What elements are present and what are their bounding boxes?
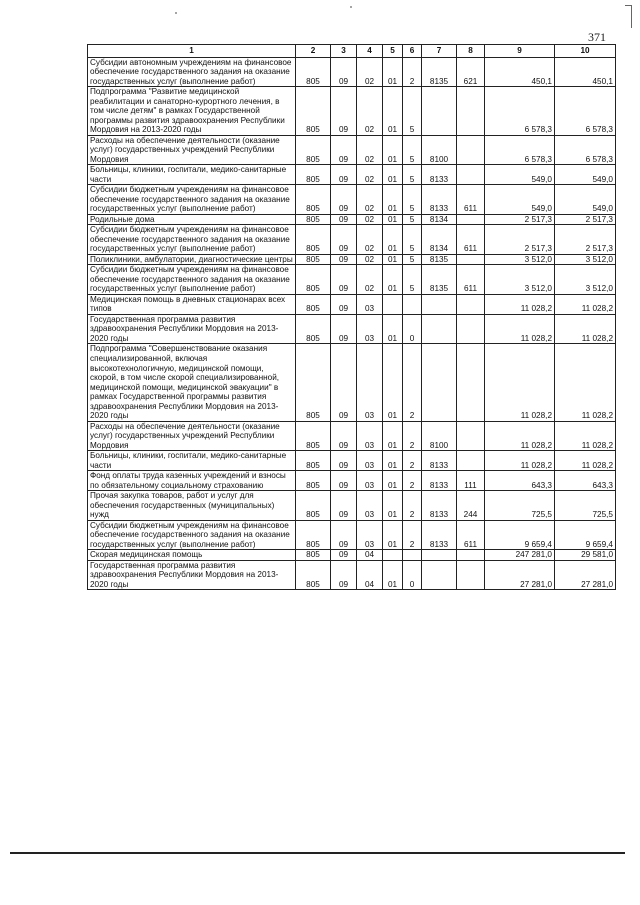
table-row <box>88 560 616 590</box>
cell-col-4: 03 <box>357 294 383 314</box>
cell-col-7: 8133 <box>422 520 457 550</box>
cell-col-3: 09 <box>331 314 357 344</box>
cell-col-2: 805 <box>296 294 331 314</box>
cell-col-7: 8135 <box>422 57 457 87</box>
cell-col-7: 8133 <box>422 471 457 491</box>
header-col-6: 6 <box>403 45 422 58</box>
row-name-cell: Фонд оплаты труда казенных учреждений и взносы по обязательному социальному страхованию <box>88 471 296 491</box>
cell-col-6: 2 <box>403 57 422 87</box>
cell-col-3: 09 <box>331 560 357 590</box>
cell-col-6: 5 <box>403 265 422 295</box>
cell-col-8 <box>457 314 485 344</box>
cell-col-9: 11 028,2 <box>485 451 555 471</box>
cell-col-5: 01 <box>383 165 403 185</box>
row-name-cell: Расходы на обеспечение деятельности (оказание услуг) государственных учреждений Республики Мордовия <box>88 421 296 451</box>
header-col-1: 1 <box>88 45 296 58</box>
cell-col-3: 09 <box>331 225 357 255</box>
cell-col-8 <box>457 560 485 590</box>
cell-col-9: 11 028,2 <box>485 421 555 451</box>
row-name-cell: Государственная программа развития здравоохранения Республики Мордовия на 2013-2020 годы <box>88 560 296 590</box>
cell-col-8 <box>457 214 485 225</box>
cell-col-10: 6 578,3 <box>555 87 616 136</box>
cell-col-2: 805 <box>296 421 331 451</box>
cell-col-3: 09 <box>331 520 357 550</box>
table-row <box>88 135 616 165</box>
cell-col-5: 01 <box>383 57 403 87</box>
cell-col-3: 09 <box>331 451 357 471</box>
cell-col-2: 805 <box>296 185 331 215</box>
row-name-cell: Субсидии бюджетным учреждениям на финансовое обеспечение государственного задания на оказание государственных услуг (выполнение работ) <box>88 225 296 255</box>
cell-col-10: 11 028,2 <box>555 451 616 471</box>
cell-col-4: 04 <box>357 550 383 561</box>
table-row <box>88 265 616 295</box>
cell-col-4: 02 <box>357 214 383 225</box>
table-row <box>88 471 616 491</box>
table-row <box>88 314 616 344</box>
cell-col-5: 01 <box>383 421 403 451</box>
cell-col-5: 01 <box>383 265 403 295</box>
scan-corner-mark <box>625 5 632 28</box>
cell-col-2: 805 <box>296 254 331 265</box>
cell-col-5: 01 <box>383 185 403 215</box>
table-row <box>88 57 616 87</box>
cell-col-3: 09 <box>331 471 357 491</box>
cell-col-9: 3 512,0 <box>485 254 555 265</box>
cell-col-7 <box>422 560 457 590</box>
cell-col-6 <box>403 550 422 561</box>
table-row <box>88 165 616 185</box>
cell-col-4: 02 <box>357 225 383 255</box>
cell-col-10: 643,3 <box>555 471 616 491</box>
cell-col-2: 805 <box>296 87 331 136</box>
cell-col-6: 2 <box>403 421 422 451</box>
cell-col-4: 04 <box>357 560 383 590</box>
cell-col-7 <box>422 344 457 421</box>
cell-col-5 <box>383 550 403 561</box>
header-col-3: 3 <box>331 45 357 58</box>
header-col-10: 10 <box>555 45 616 58</box>
cell-col-6: 5 <box>403 87 422 136</box>
cell-col-9: 643,3 <box>485 471 555 491</box>
cell-col-6: 0 <box>403 560 422 590</box>
header-col-8: 8 <box>457 45 485 58</box>
table-row <box>88 185 616 215</box>
cell-col-7 <box>422 314 457 344</box>
table-row <box>88 520 616 550</box>
cell-col-4: 03 <box>357 520 383 550</box>
cell-col-8 <box>457 344 485 421</box>
cell-col-7: 8134 <box>422 214 457 225</box>
cell-col-5: 01 <box>383 87 403 136</box>
cell-col-2: 805 <box>296 471 331 491</box>
cell-col-9: 6 578,3 <box>485 135 555 165</box>
cell-col-5: 01 <box>383 471 403 491</box>
table-row <box>88 214 616 225</box>
row-name-cell: Субсидии автономным учреждениям на финансовое обеспечение государственного задания на оказание государственных услуг (выполнение работ) <box>88 57 296 87</box>
cell-col-10: 11 028,2 <box>555 344 616 421</box>
row-name-cell: Прочая закупка товаров, работ и услуг для обеспечения государственных (муниципальных) нужд <box>88 491 296 521</box>
table-row <box>88 225 616 255</box>
cell-col-10: 2 517,3 <box>555 225 616 255</box>
cell-col-2: 805 <box>296 135 331 165</box>
cell-col-8: 611 <box>457 265 485 295</box>
cell-col-8: 111 <box>457 471 485 491</box>
cell-col-6: 2 <box>403 471 422 491</box>
cell-col-10: 450,1 <box>555 57 616 87</box>
cell-col-6: 2 <box>403 491 422 521</box>
cell-col-10: 11 028,2 <box>555 294 616 314</box>
cell-col-3: 09 <box>331 491 357 521</box>
cell-col-9: 247 281,0 <box>485 550 555 561</box>
cell-col-10: 9 659,4 <box>555 520 616 550</box>
cell-col-4: 03 <box>357 491 383 521</box>
cell-col-9: 27 281,0 <box>485 560 555 590</box>
cell-col-3: 09 <box>331 185 357 215</box>
cell-col-5: 01 <box>383 214 403 225</box>
cell-col-10: 6 578,3 <box>555 135 616 165</box>
row-name-cell: Скорая медицинская помощь <box>88 550 296 561</box>
cell-col-10: 11 028,2 <box>555 421 616 451</box>
cell-col-8 <box>457 165 485 185</box>
table-row <box>88 344 616 421</box>
cell-col-7 <box>422 294 457 314</box>
cell-col-3: 09 <box>331 294 357 314</box>
cell-col-4: 03 <box>357 344 383 421</box>
cell-col-8 <box>457 294 485 314</box>
cell-col-7: 8133 <box>422 165 457 185</box>
page-bottom-rule <box>10 852 625 854</box>
cell-col-7: 8135 <box>422 254 457 265</box>
table-row <box>88 254 616 265</box>
cell-col-2: 805 <box>296 265 331 295</box>
cell-col-3: 09 <box>331 87 357 136</box>
cell-col-2: 805 <box>296 560 331 590</box>
cell-col-5: 01 <box>383 491 403 521</box>
cell-col-9: 6 578,3 <box>485 87 555 136</box>
cell-col-6 <box>403 294 422 314</box>
row-name-cell: Субсидии бюджетным учреждениям на финансовое обеспечение государственного задания на оказание государственных услуг (выполнение работ) <box>88 185 296 215</box>
cell-col-5: 01 <box>383 314 403 344</box>
cell-col-7: 8100 <box>422 135 457 165</box>
cell-col-2: 805 <box>296 550 331 561</box>
cell-col-3: 09 <box>331 344 357 421</box>
cell-col-7: 8133 <box>422 491 457 521</box>
row-name-cell: Государственная программа развития здравоохранения Республики Мордовия на 2013-2020 годы <box>88 314 296 344</box>
cell-col-9: 2 517,3 <box>485 214 555 225</box>
cell-col-4: 03 <box>357 314 383 344</box>
cell-col-4: 03 <box>357 451 383 471</box>
cell-col-10: 3 512,0 <box>555 254 616 265</box>
cell-col-3: 09 <box>331 135 357 165</box>
row-name-cell: Подпрограмма "Развитие медицинской реабилитации и санаторно-курортного лечения, в том числе детям" в рамках Государственной программы развития здравоохранения Республики Мордовия на 2013-2020 годы <box>88 87 296 136</box>
cell-col-10: 725,5 <box>555 491 616 521</box>
table-row <box>88 421 616 451</box>
cell-col-8 <box>457 550 485 561</box>
cell-col-9: 725,5 <box>485 491 555 521</box>
cell-col-5: 01 <box>383 135 403 165</box>
table-row <box>88 550 616 561</box>
table-row <box>88 294 616 314</box>
cell-col-8: 611 <box>457 520 485 550</box>
cell-col-3: 09 <box>331 265 357 295</box>
cell-col-9: 9 659,4 <box>485 520 555 550</box>
cell-col-2: 805 <box>296 214 331 225</box>
cell-col-9: 450,1 <box>485 57 555 87</box>
cell-col-4: 03 <box>357 471 383 491</box>
cell-col-9: 11 028,2 <box>485 314 555 344</box>
cell-col-5: 01 <box>383 254 403 265</box>
cell-col-2: 805 <box>296 225 331 255</box>
header-col-9: 9 <box>485 45 555 58</box>
header-col-2: 2 <box>296 45 331 58</box>
cell-col-8: 621 <box>457 57 485 87</box>
row-name-cell: Субсидии бюджетным учреждениям на финансовое обеспечение государственного задания на оказание государственных услуг (выполнение работ) <box>88 520 296 550</box>
row-name-cell: Родильные дома <box>88 214 296 225</box>
cell-col-6: 5 <box>403 225 422 255</box>
cell-col-3: 09 <box>331 57 357 87</box>
cell-col-2: 805 <box>296 520 331 550</box>
cell-col-5 <box>383 294 403 314</box>
cell-col-5: 01 <box>383 451 403 471</box>
cell-col-4: 03 <box>357 421 383 451</box>
cell-col-8 <box>457 87 485 136</box>
cell-col-10: 3 512,0 <box>555 265 616 295</box>
cell-col-9: 549,0 <box>485 185 555 215</box>
cell-col-7: 8133 <box>422 185 457 215</box>
header-col-4: 4 <box>357 45 383 58</box>
cell-col-10: 11 028,2 <box>555 314 616 344</box>
cell-col-4: 02 <box>357 254 383 265</box>
page-number: 371 <box>588 30 606 44</box>
cell-col-6: 2 <box>403 344 422 421</box>
cell-col-8: 611 <box>457 185 485 215</box>
cell-col-6: 0 <box>403 314 422 344</box>
cell-col-8: 244 <box>457 491 485 521</box>
cell-col-5: 01 <box>383 225 403 255</box>
cell-col-3: 09 <box>331 165 357 185</box>
cell-col-6: 2 <box>403 451 422 471</box>
cell-col-8 <box>457 451 485 471</box>
cell-col-8 <box>457 254 485 265</box>
cell-col-5: 01 <box>383 344 403 421</box>
header-col-5: 5 <box>383 45 403 58</box>
row-name-cell: Больницы, клиники, госпитали, медико-санитарные части <box>88 165 296 185</box>
cell-col-8 <box>457 421 485 451</box>
table-row <box>88 491 616 521</box>
cell-col-10: 549,0 <box>555 185 616 215</box>
cell-col-3: 09 <box>331 550 357 561</box>
cell-col-4: 02 <box>357 165 383 185</box>
cell-col-6: 5 <box>403 214 422 225</box>
cell-col-6: 5 <box>403 185 422 215</box>
scan-speck <box>350 6 352 8</box>
scan-speck <box>175 12 177 14</box>
cell-col-3: 09 <box>331 254 357 265</box>
cell-col-7: 8134 <box>422 225 457 255</box>
cell-col-10: 549,0 <box>555 165 616 185</box>
cell-col-3: 09 <box>331 421 357 451</box>
cell-col-7: 8135 <box>422 265 457 295</box>
cell-col-8: 611 <box>457 225 485 255</box>
cell-col-7 <box>422 87 457 136</box>
cell-col-6: 2 <box>403 520 422 550</box>
cell-col-9: 2 517,3 <box>485 225 555 255</box>
cell-col-6: 5 <box>403 254 422 265</box>
cell-col-2: 805 <box>296 344 331 421</box>
cell-col-4: 02 <box>357 185 383 215</box>
cell-col-10: 29 581,0 <box>555 550 616 561</box>
table-header-row <box>88 45 616 58</box>
cell-col-2: 805 <box>296 57 331 87</box>
cell-col-2: 805 <box>296 491 331 521</box>
row-name-cell: Подпрограмма "Совершенствование оказания специализированной, включая высокотехнологичную, медицинской помощи, скорой, в том числе скорой специализированной, медицинской помощи, медицинской эвакуации" в рамках Государственной программы развития здравоохранения Республики Мордовия на 2013-2020 годы <box>88 344 296 421</box>
row-name-cell: Поликлиники, амбулатории, диагностические центры <box>88 254 296 265</box>
cell-col-9: 11 028,2 <box>485 294 555 314</box>
header-col-7: 7 <box>422 45 457 58</box>
cell-col-4: 02 <box>357 57 383 87</box>
table-row <box>88 87 616 136</box>
cell-col-7 <box>422 550 457 561</box>
cell-col-4: 02 <box>357 135 383 165</box>
row-name-cell: Субсидии бюджетным учреждениям на финансовое обеспечение государственного задания на оказание государственных услуг (выполнение работ) <box>88 265 296 295</box>
cell-col-6: 5 <box>403 165 422 185</box>
cell-col-2: 805 <box>296 451 331 471</box>
cell-col-2: 805 <box>296 314 331 344</box>
cell-col-7: 8133 <box>422 451 457 471</box>
cell-col-9: 11 028,2 <box>485 344 555 421</box>
row-name-cell: Больницы, клиники, госпитали, медико-санитарные части <box>88 451 296 471</box>
cell-col-10: 2 517,3 <box>555 214 616 225</box>
budget-table <box>87 44 616 590</box>
cell-col-7: 8100 <box>422 421 457 451</box>
cell-col-5: 01 <box>383 520 403 550</box>
cell-col-4: 02 <box>357 265 383 295</box>
table-body <box>88 57 616 590</box>
cell-col-6: 5 <box>403 135 422 165</box>
cell-col-4: 02 <box>357 87 383 136</box>
cell-col-10: 27 281,0 <box>555 560 616 590</box>
cell-col-5: 01 <box>383 560 403 590</box>
table-row <box>88 451 616 471</box>
row-name-cell: Медицинская помощь в дневных стационарах всех типов <box>88 294 296 314</box>
row-name-cell: Расходы на обеспечение деятельности (оказание услуг) государственных учреждений Республики Мордовия <box>88 135 296 165</box>
cell-col-2: 805 <box>296 165 331 185</box>
cell-col-9: 549,0 <box>485 165 555 185</box>
cell-col-9: 3 512,0 <box>485 265 555 295</box>
cell-col-8 <box>457 135 485 165</box>
cell-col-3: 09 <box>331 214 357 225</box>
